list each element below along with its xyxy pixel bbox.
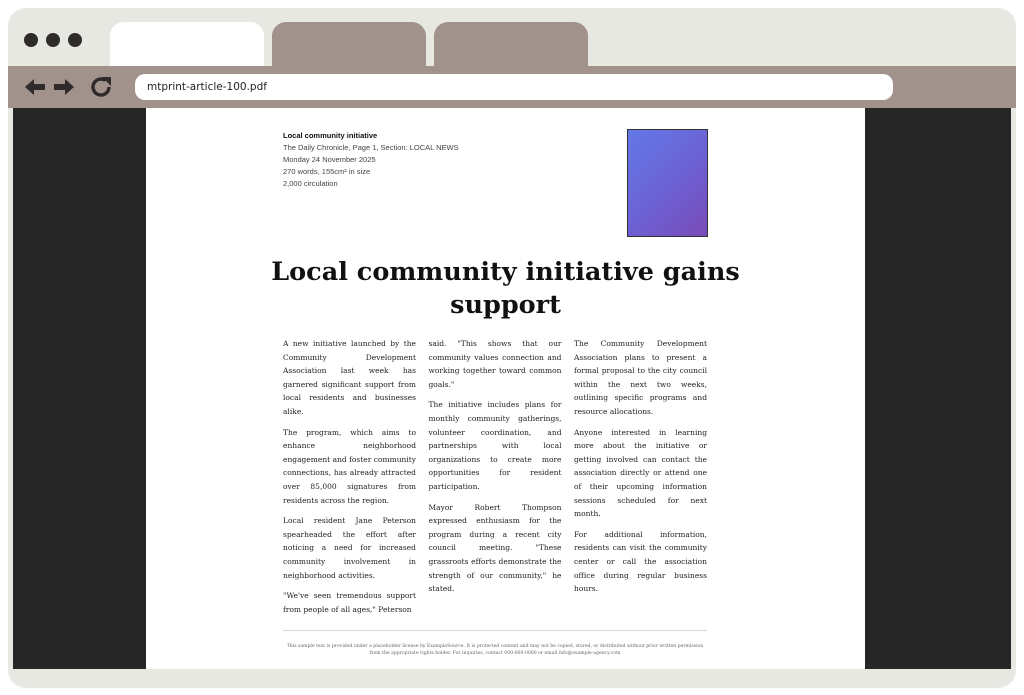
paragraph: said. "This shows that our community values connection and working together toward common goals." [428, 339, 562, 389]
window-dot-maximize[interactable] [68, 33, 82, 47]
meta-date: Monday 24 November 2025 [283, 155, 376, 164]
browser-toolbar [8, 66, 1016, 108]
window-dot-close[interactable] [24, 33, 38, 47]
paragraph: The program, which aims to enhance neighborhood engagement and foster community connections, has already attracted over 85,000 signatures from residents across the region. [283, 427, 416, 505]
article-column-2 [429, 337, 562, 623]
forward-arrow-icon[interactable] [53, 77, 75, 97]
paragraph: "We've seen tremendous support from people of all ages," Peterson [283, 591, 416, 614]
back-arrow-icon[interactable] [24, 77, 46, 97]
paragraph: The Community Development Association plans to present a formal proposal to the city council within the next two weeks, outlining specific programs and resource allocations. [574, 339, 707, 416]
article-meta [283, 130, 583, 190]
meta-title: Local community initiative [283, 131, 378, 140]
reload-icon[interactable] [89, 75, 113, 99]
meta-source: The Daily Chronicle, Page 1, Section: LOCAL NEWS [283, 143, 459, 152]
article-column-3 [574, 337, 707, 623]
browser-tab-3[interactable] [434, 22, 588, 68]
footer-divider [283, 630, 707, 631]
meta-size: 270 words, 155cm² in size [283, 167, 371, 176]
paragraph: Anyone interested in learning more about the initiative or getting involved can contact the association directly or attend one of their upcoming information sessions scheduled for next month. [574, 427, 707, 519]
article-column-1 [283, 337, 416, 623]
browser-tab-2[interactable] [272, 22, 426, 68]
meta-circulation: 2,000 circulation [283, 179, 338, 188]
article-headline: Local community initiative gains support [271, 257, 740, 320]
article-body [283, 337, 707, 623]
paragraph: A new initiative launched by the Community Development Association last week has garnered significant support from local residents and businesses alike. [283, 339, 416, 416]
browser-window [8, 8, 1016, 688]
window-dot-minimize[interactable] [46, 33, 60, 47]
license-footer: This sample text is provided under a placeholder license by ExampleSource. It is protected content and may not be copied, stored, or distributed without prior written permission from the appropriate rights holder. For inquiries, contact 000-000-0000 or email info@example-agency.com [286, 644, 704, 656]
article-image [627, 129, 708, 237]
address-bar[interactable]: mtprint-article-100.pdf [135, 74, 893, 100]
browser-tab-active[interactable] [110, 22, 264, 68]
paragraph: For additional information, residents can visit the community center or call the association office during regular business hours. [574, 529, 707, 594]
window-controls [24, 33, 82, 47]
pdf-page [146, 108, 865, 669]
paragraph: Local resident Jane Peterson spearheaded the effort after noticing a need for increased community involvement in neighborhood activities. [283, 516, 416, 580]
paragraph: The initiative includes plans for monthly community gatherings, volunteer coordination, and partnerships with local organizations to create more opportunities for resident participation. [428, 400, 562, 491]
pdf-viewer[interactable] [13, 108, 1011, 669]
paragraph: Mayor Robert Thompson expressed enthusiasm for the program during a recent city council meeting. "These grassroots efforts demonstrate the strength of our community," he stated. [428, 502, 562, 594]
